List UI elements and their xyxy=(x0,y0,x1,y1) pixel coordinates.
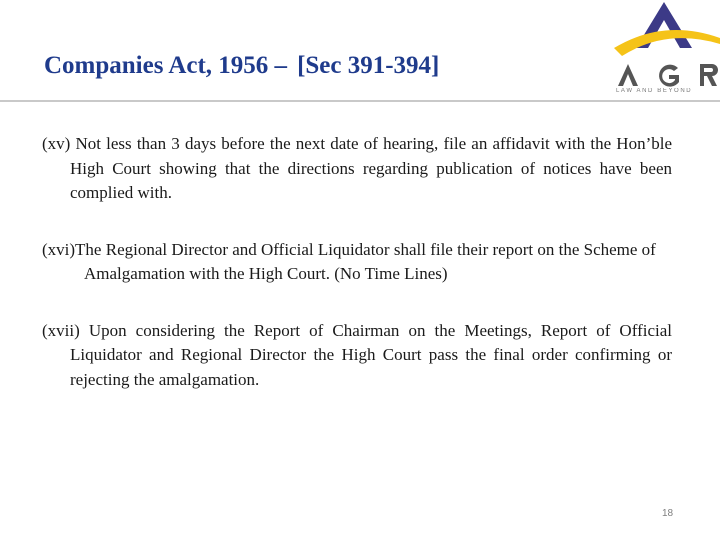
page-number: 18 xyxy=(662,508,674,519)
slide-title xyxy=(44,52,439,80)
agr-logo-mark xyxy=(608,0,720,100)
item-xvii: (xvii) Upon considering the Report of Chairman on the Meetings, Report of Official Liquidator and Regional Director the High Court pass the final order confirming or rejecting the amalgamation. xyxy=(42,320,672,389)
title-main: Companies Act, 1956 – xyxy=(44,52,288,79)
slide-body xyxy=(42,132,672,424)
item-xv: (xv) Not less than 3 days before the next date of hearing, file an affidavit with the Hon’ble High Court showing that the directions regarding publication of notices have been complied with. xyxy=(42,134,672,202)
agr-logo xyxy=(608,0,720,100)
item-xvi: (xvi)The Regional Director and Official Liquidator shall file their report on the Scheme of Amalgamation with the High Court. (No Time Lines) xyxy=(42,239,656,283)
logo-tagline: LAW AND BEYOND xyxy=(616,88,693,94)
header-divider xyxy=(0,100,720,102)
title-section: [Sec 391-394] xyxy=(297,52,440,79)
